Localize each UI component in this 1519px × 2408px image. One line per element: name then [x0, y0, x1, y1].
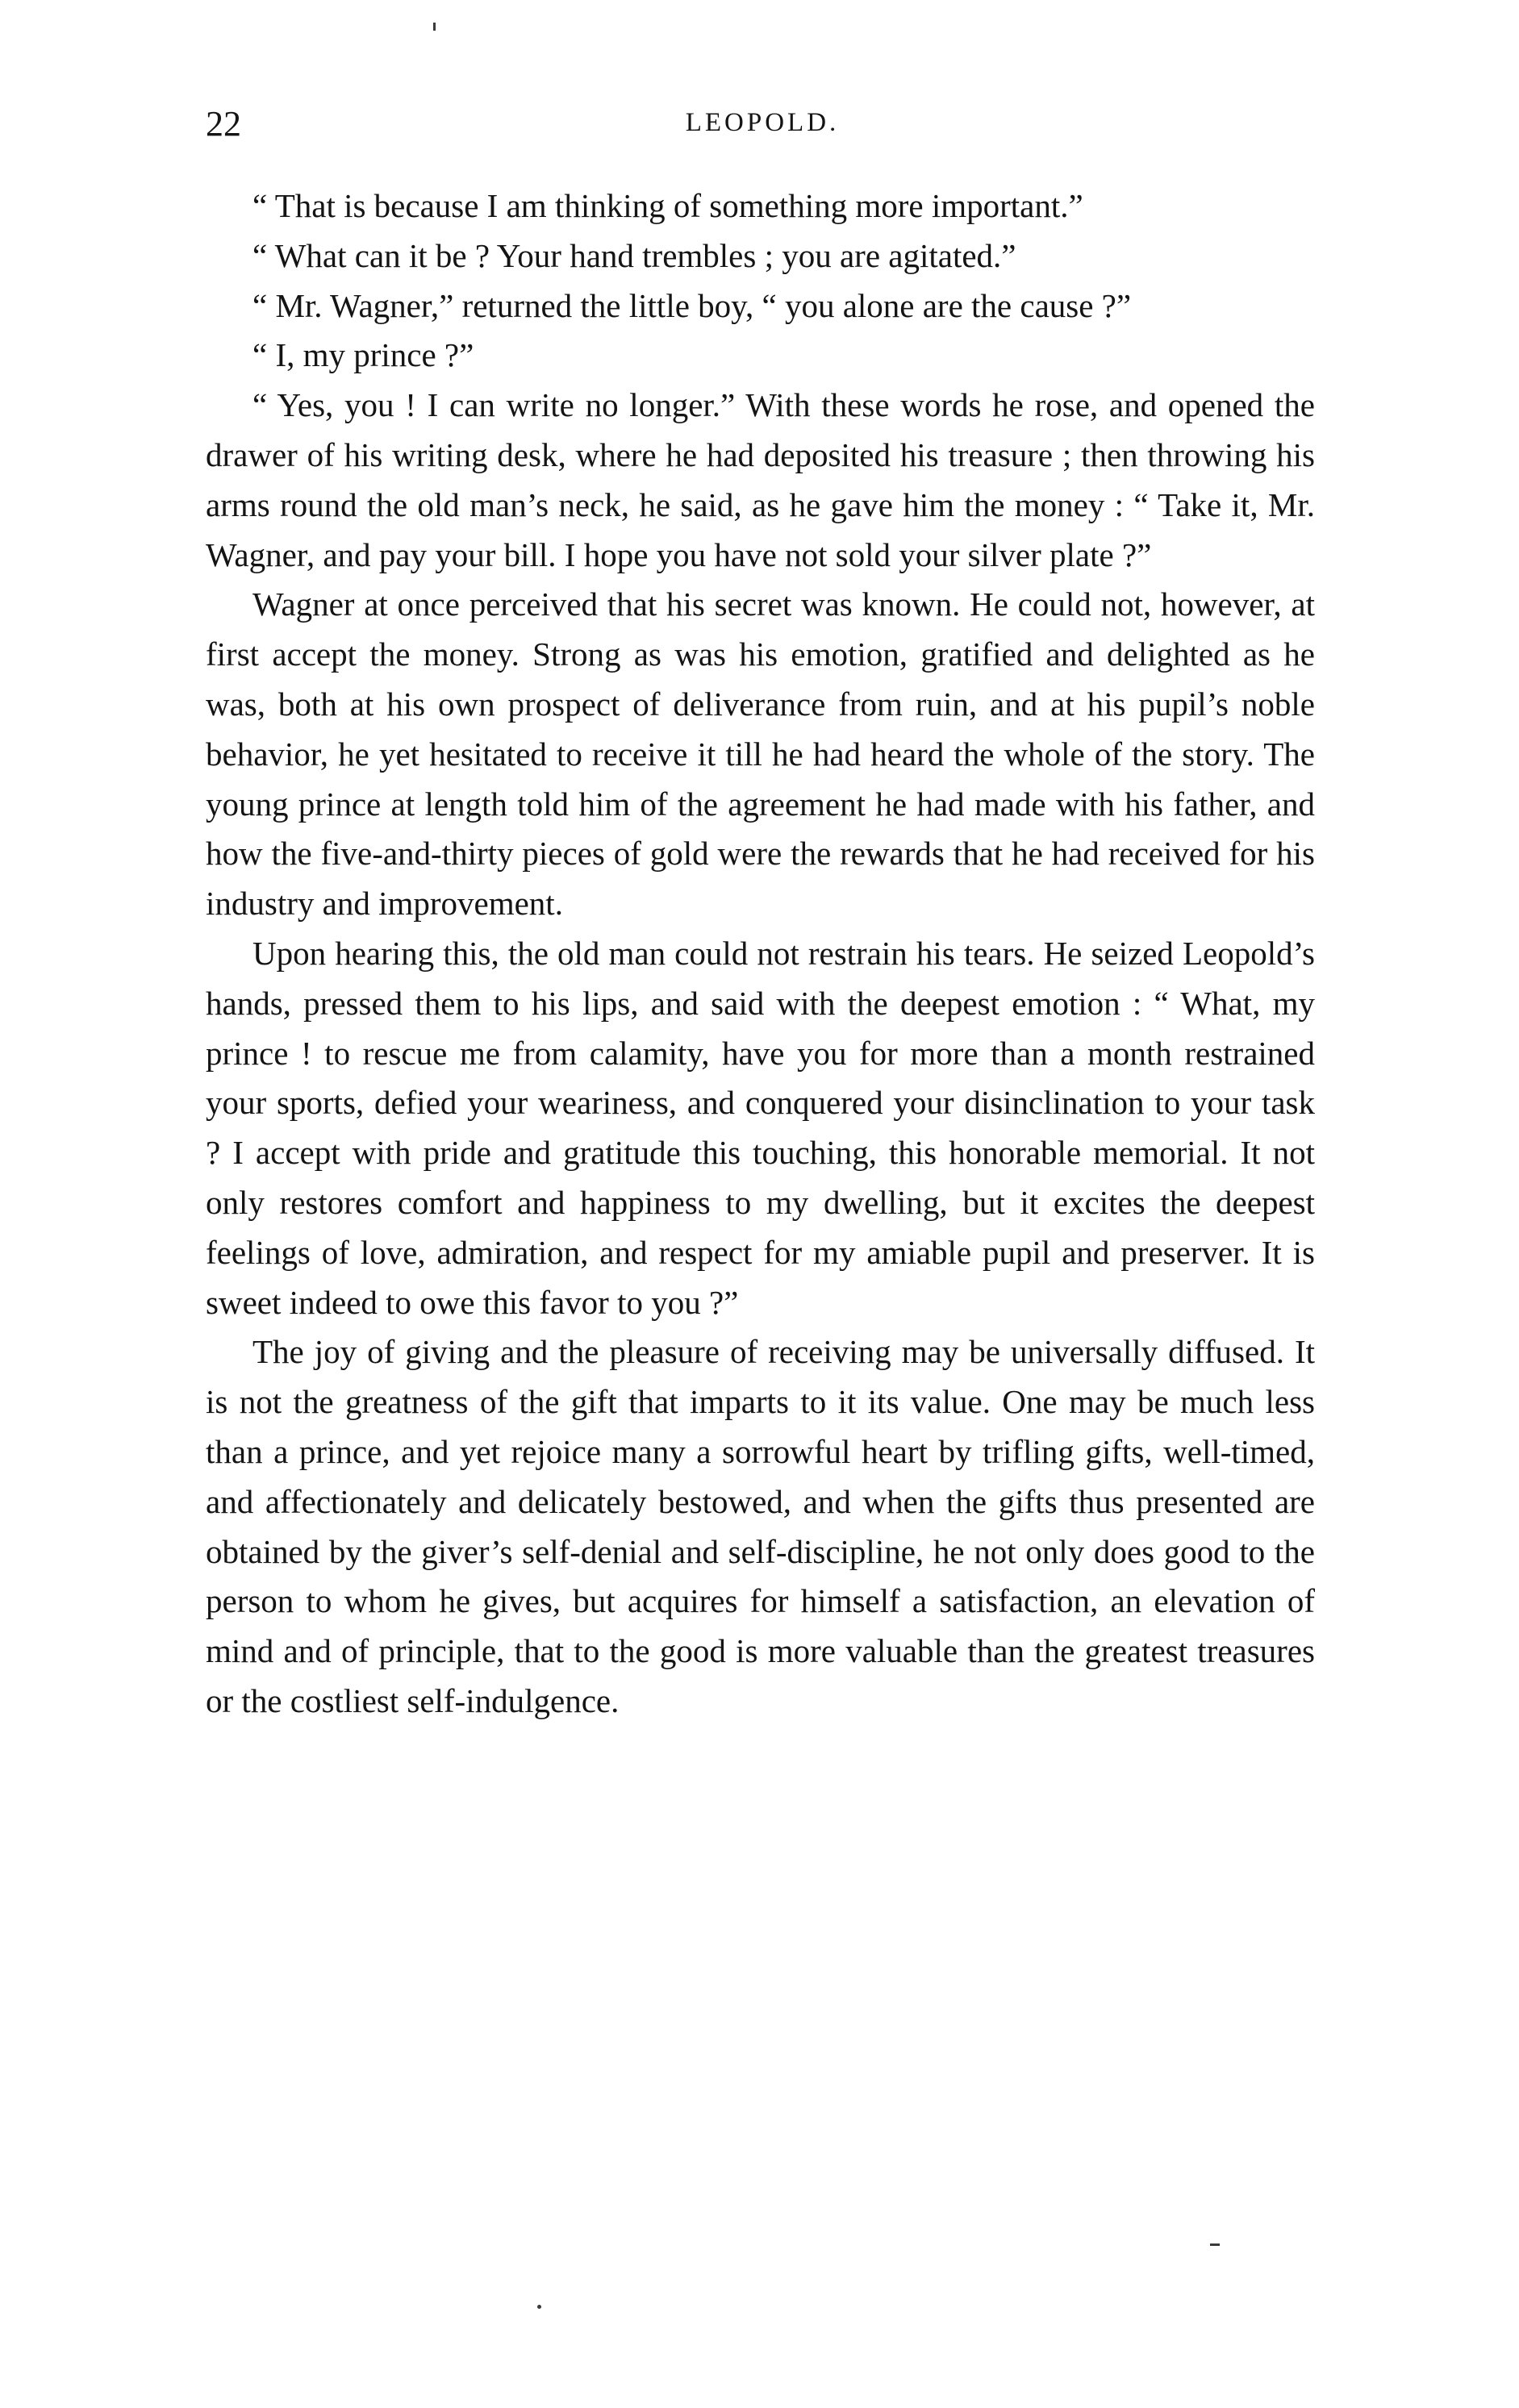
- page-number: 22: [206, 104, 241, 144]
- body-text: [206, 181, 1315, 1727]
- paragraph: “ I, my prince ?”: [252, 336, 474, 374]
- paragraph: “ What can it be ? Your hand trembles ; you are agitated.”: [252, 236, 1016, 274]
- paragraph: “ Yes, you ! I can write no longer.” With these words he rose, and opened the drawer of his writing desk, where he had deposited his treasure ; then throwing his arms round the old man’s neck, he said, as he gave him the money : “ Take it, Mr. Wagner, and pay your bill. I hope you have not sold your silver plate ?”: [206, 386, 1315, 573]
- scan-speck-bottom: [537, 2305, 541, 2309]
- scan-speck-top: [433, 23, 436, 31]
- paragraph: Wagner at once perceived that his secret was known. He could not, however, at first accept the money. Strong as was his emotion, gratified and delighted as he was, both at his own prospect of deliverance from ruin, and at his pupil’s noble behavior, he yet hesitated to receive it till he had heard the whole of the story. The young prince at length told him of the agreement he had made with his father, and how the five-and-thirty pieces of gold were the rewards that he had received for his industry and improvement.: [206, 585, 1315, 923]
- page-header: [206, 103, 1319, 160]
- paragraph: “ That is because I am thinking of something more important.”: [252, 187, 1083, 224]
- running-head: LEOPOLD.: [685, 108, 840, 137]
- paragraph: Upon hearing this, the old man could not restrain his tears. He seized Leopold’s hands, pressed them to his lips, and said with the deepest emotion : “ What, my prince ! to rescue me from calamity, have you for more than a month restrained your sports, defied your weariness, and conquered your disinclination to your task ? I accept with pride and gratitude this touching, this honorable memorial. It not only restores comfort and happiness to my dwelling, but it excites the deepest feelings of love, admiration, and respect for my amiable pupil and preserver. It is sweet indeed to owe this favor to you ?”: [206, 934, 1315, 1321]
- paragraph: The joy of giving and the pleasure of receiving may be universally diffused. It is not the greatness of the gift that imparts to it its value. One may be much less than a prince, and yet rejoice many a sorrowful heart by trifling gifts, well-timed, and affectionately and delicately bestowed, and when the gifts thus presented are obtained by the giver’s self-denial and self-discipline, he not only does good to the person to whom he gives, but acquires for himself a satisfaction, an elevation of mind and of principle, that to the good is more valuable than the greatest treasures or the costliest self-indulgence.: [206, 1333, 1315, 1719]
- scan-speck-bottom-right: [1210, 2243, 1220, 2246]
- paragraph: “ Mr. Wagner,” returned the little boy, “ you alone are the cause ?”: [252, 286, 1132, 324]
